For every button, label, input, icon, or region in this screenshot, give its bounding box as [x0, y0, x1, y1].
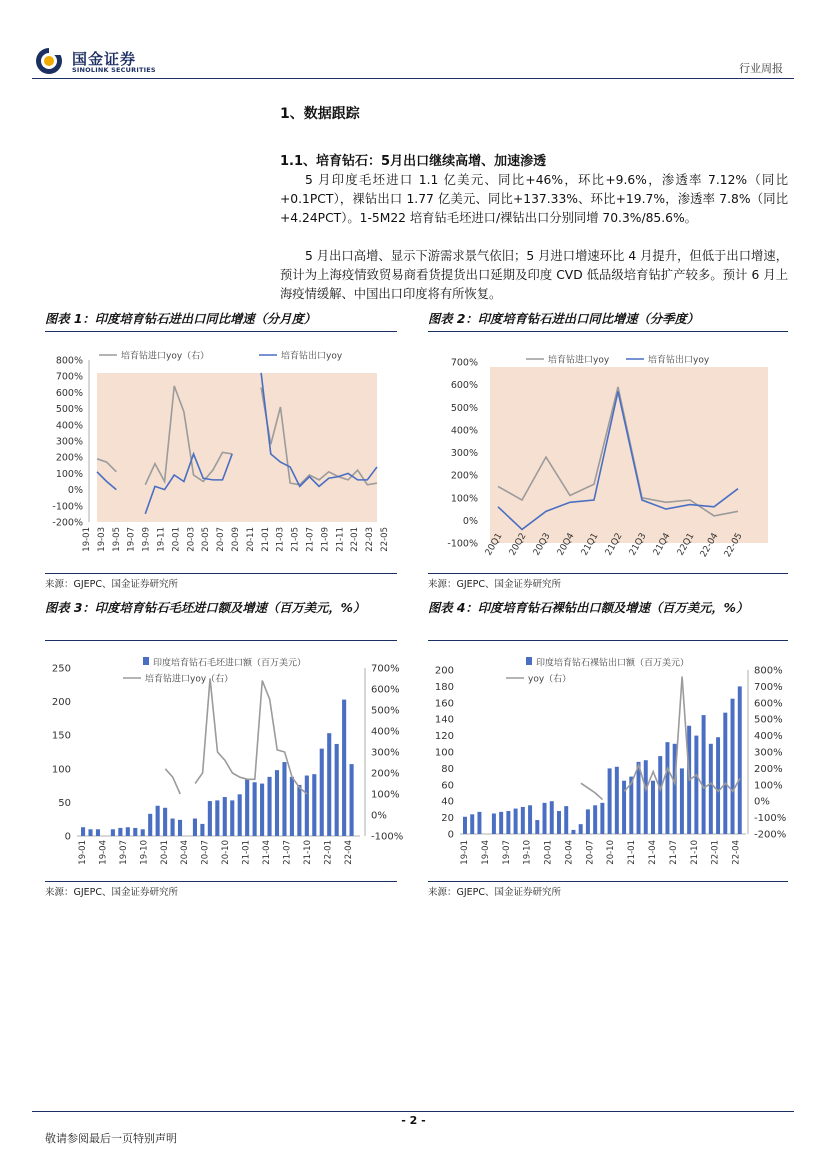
- header-divider: [32, 78, 794, 79]
- y-tick-label: 700%: [55, 371, 83, 383]
- figure-3-chart: [45, 644, 404, 880]
- export-bar: [702, 715, 706, 834]
- import-bar: [156, 806, 160, 836]
- x-tick-label: 19-07: [126, 527, 137, 552]
- x-tick-label: 22-05: [722, 531, 745, 560]
- figure-1-bottom-rule: [45, 573, 397, 574]
- page-number: - 2 -: [401, 1114, 426, 1127]
- y-right-tick-label: 0%: [371, 810, 387, 822]
- export-bar: [637, 762, 641, 834]
- import-bar: [133, 828, 137, 836]
- y-right-tick-label: 200%: [754, 763, 783, 775]
- export-bar: [716, 737, 720, 834]
- legend-yoy-label: 培育钻进口yoy（右）: [145, 674, 234, 685]
- export-bar: [550, 801, 554, 834]
- y-left-tick-label: 160: [434, 698, 454, 710]
- y-right-tick-label: 0%: [754, 796, 770, 808]
- y-tick-label: 0%: [67, 485, 83, 497]
- import-bar: [111, 829, 115, 836]
- figure-3-bottom-rule: [45, 881, 397, 882]
- figure-2-top-rule: [428, 331, 788, 332]
- export-bar: [463, 817, 467, 834]
- figure-1-chart: [45, 335, 397, 572]
- export-bar: [528, 805, 532, 834]
- export-bar: [521, 807, 525, 834]
- legend-bar-swatch: [143, 657, 149, 665]
- y-right-tick-label: 400%: [371, 726, 400, 738]
- x-tick-label: 21Q3: [627, 531, 649, 558]
- import-bar: [118, 828, 122, 836]
- y-right-tick-label: 500%: [371, 705, 400, 717]
- y-left-tick-label: 180: [434, 681, 454, 693]
- y-right-tick-label: 600%: [371, 684, 400, 696]
- y-tick-label: 600%: [450, 380, 478, 392]
- legend-export-label: 培育钻出口yoy: [648, 355, 710, 366]
- y-right-tick-label: 600%: [754, 698, 783, 710]
- y-left-tick-label: 250: [51, 663, 71, 675]
- y-left-tick-label: 100: [51, 764, 71, 776]
- export-bar: [615, 767, 619, 834]
- y-tick-label: 500%: [55, 404, 83, 416]
- export-bar: [579, 824, 583, 834]
- x-tick-label: 22-04: [731, 840, 742, 865]
- export-bar: [694, 736, 698, 834]
- x-tick-label: 22-01: [710, 840, 721, 865]
- x-tick-label: 21-04: [648, 840, 658, 865]
- import-bar: [342, 700, 346, 836]
- import-bar: [305, 776, 309, 836]
- x-tick-label: 21-09: [320, 527, 331, 552]
- y-tick-label: 0%: [462, 515, 478, 527]
- import-bar: [230, 800, 234, 836]
- export-bar: [470, 814, 474, 834]
- y-tick-label: -100%: [52, 501, 83, 513]
- footer-divider: [32, 1111, 794, 1112]
- logo-text-cn: 国金证券: [72, 50, 137, 68]
- import-bar: [88, 829, 92, 836]
- logo-text-en: SINOLINK SECURITIES: [72, 66, 156, 74]
- legend-bar-label: 印度培育钻石毛坯进口额（百万美元）: [153, 658, 307, 669]
- x-tick-label: 21Q4: [651, 531, 673, 558]
- legend-yoy-label: yoy（右）: [528, 674, 572, 685]
- export-bar: [709, 744, 713, 834]
- y-tick-label: -100%: [447, 538, 478, 550]
- y-left-tick-label: 50: [58, 797, 71, 809]
- subsection-title: 1.1、培育钻石：5月出口继续高增、加速渗透: [280, 154, 547, 169]
- x-tick-label: 21-07: [282, 840, 293, 865]
- import-bar: [223, 797, 227, 836]
- x-tick-label: 19-01: [78, 840, 88, 865]
- import-bar: [81, 827, 85, 836]
- x-tick-label: 20-01: [159, 840, 170, 865]
- x-tick-label: 19-04: [98, 840, 109, 865]
- export-bar: [680, 768, 684, 834]
- import-bar: [260, 784, 264, 836]
- import-bar: [267, 777, 271, 836]
- x-tick-label: 22-01: [323, 840, 334, 865]
- export-bar: [514, 809, 518, 834]
- y-tick-label: 200%: [450, 470, 478, 482]
- x-tick-label: 20-10: [606, 840, 617, 865]
- y-right-tick-label: 200%: [371, 768, 400, 780]
- import-bar: [126, 827, 130, 836]
- import-bar: [141, 829, 145, 836]
- x-tick-label: 21-05: [290, 527, 301, 552]
- x-tick-label: 19-07: [501, 840, 512, 865]
- y-left-tick-label: 0: [64, 831, 71, 843]
- figure-4-bottom-rule: [428, 881, 788, 882]
- y-left-tick-label: 0: [447, 829, 454, 841]
- figure-3-title: 图表 3：印度培育钻石毛坯进口额及增速（百万美元，%）: [45, 601, 366, 615]
- y-tick-label: 500%: [450, 402, 478, 414]
- import-bar: [200, 824, 204, 836]
- x-tick-label: 19-07: [118, 840, 129, 865]
- x-tick-label: 21-10: [689, 840, 700, 865]
- import-bar: [327, 733, 331, 836]
- x-tick-label: 22-04: [698, 531, 721, 560]
- x-tick-label: 20Q2: [507, 531, 529, 558]
- export-bar: [600, 803, 604, 834]
- y-left-tick-label: 40: [441, 796, 454, 808]
- figure-4-source: 来源：GJEPC、国金证券研究所: [428, 887, 562, 898]
- logo-emblem-icon: [34, 46, 68, 76]
- paragraph-2: 5 月出口高增、显示下游需求景气依旧；5 月进口增速环比 4 月提升，但低于出口增速，预计为上海疫情致贸易商看货提货出口延期及印度 CVD 低品级培育钻扩产较多。预计 6 月上海疫情缓解、中国出口印度将有所恢复。: [280, 249, 788, 301]
- x-tick-label: 20-11: [245, 527, 256, 552]
- x-tick-label: 19-01: [460, 840, 470, 865]
- x-tick-label: 21-07: [668, 840, 679, 865]
- y-right-tick-label: -100%: [754, 813, 787, 825]
- y-right-tick-label: 100%: [754, 780, 783, 792]
- export-bar: [651, 781, 655, 834]
- export-bar: [658, 756, 662, 834]
- y-right-tick-label: -200%: [754, 829, 787, 841]
- disclaimer: 敬请参阅最后一页特别声明: [45, 1132, 177, 1145]
- y-tick-label: 300%: [450, 448, 478, 459]
- series-export-yoy-line-seg-0: [581, 783, 603, 799]
- import-bar: [245, 779, 249, 836]
- x-tick-label: 21Q2: [603, 531, 625, 558]
- y-left-tick-label: 200: [51, 697, 71, 709]
- y-left-tick-label: 60: [441, 780, 454, 792]
- series-import-yoy-line-seg-0: [165, 769, 180, 794]
- import-bar: [290, 777, 294, 836]
- y-tick-label: 300%: [55, 436, 83, 448]
- figure-2-title: 图表 2：印度培育钻石进出口同比增速（分季度）: [428, 312, 700, 326]
- y-tick-label: 600%: [55, 387, 83, 399]
- import-bar: [215, 800, 219, 836]
- y-tick-label: -200%: [52, 517, 83, 529]
- y-left-tick-label: 140: [434, 714, 454, 726]
- import-bar: [238, 794, 242, 836]
- import-bar: [96, 829, 100, 836]
- y-right-tick-label: 800%: [754, 665, 783, 677]
- figure-1-top-rule: [45, 331, 397, 332]
- figure-2-bottom-rule: [428, 573, 788, 574]
- export-bar: [571, 830, 575, 834]
- export-bar: [586, 809, 590, 834]
- y-right-tick-label: 700%: [754, 681, 783, 693]
- x-tick-label: 21-11: [335, 527, 346, 552]
- x-tick-label: 21-07: [305, 527, 316, 552]
- import-bar: [178, 820, 182, 836]
- export-bar: [499, 812, 503, 834]
- import-bar: [275, 770, 279, 836]
- x-tick-label: 20Q1: [483, 531, 505, 558]
- x-tick-label: 20-04: [564, 840, 575, 865]
- x-tick-label: 20-07: [216, 527, 227, 552]
- import-bar: [171, 819, 175, 836]
- y-left-tick-label: 120: [434, 731, 454, 743]
- y-tick-label: 400%: [55, 420, 83, 432]
- figure-3-top-rule: [45, 640, 397, 641]
- import-bar: [163, 808, 167, 836]
- legend-export-label: 培育钻出口yoy: [281, 351, 343, 362]
- y-tick-label: 700%: [450, 357, 478, 369]
- x-tick-label: 19-10: [139, 840, 150, 865]
- y-left-tick-label: 200: [434, 665, 454, 677]
- x-tick-label: 20-07: [200, 840, 211, 865]
- plot-area: [490, 367, 768, 543]
- x-tick-label: 21-03: [275, 527, 286, 552]
- figure-4-title: 图表 4：印度培育钻石裸钻出口额及增速（百万美元，%）: [428, 601, 749, 615]
- export-bar: [723, 713, 727, 834]
- company-logo: [34, 46, 68, 76]
- x-tick-label: 20-01: [543, 840, 554, 865]
- y-right-tick-label: 400%: [754, 731, 783, 743]
- x-tick-label: 20-07: [585, 840, 596, 865]
- x-tick-label: 19-05: [111, 527, 122, 552]
- import-bar: [148, 814, 152, 836]
- export-bar: [506, 811, 510, 834]
- export-bar: [535, 820, 539, 834]
- x-tick-label: 20-05: [201, 527, 212, 552]
- x-tick-label: 21-01: [627, 840, 638, 865]
- x-tick-label: 20-04: [180, 840, 191, 865]
- export-bar: [665, 742, 669, 834]
- y-left-tick-label: 20: [441, 813, 454, 825]
- y-left-tick-label: 150: [51, 730, 71, 742]
- y-right-tick-label: 100%: [371, 789, 400, 801]
- legend-import-label: 培育钻进口yoy（右）: [121, 351, 210, 362]
- figure-1-title: 图表 1：印度培育钻石进出口同比增速（分月度）: [45, 312, 317, 326]
- x-tick-label: 21-01: [260, 527, 271, 552]
- x-tick-label: 22Q1: [675, 531, 697, 558]
- import-bar: [297, 785, 301, 836]
- x-tick-label: 19-09: [141, 527, 152, 552]
- x-tick-label: 19-04: [480, 840, 491, 865]
- figure-3-source: 来源：GJEPC、国金证券研究所: [45, 887, 179, 898]
- import-bar: [282, 762, 286, 836]
- section-title: 1、数据跟踪: [280, 106, 360, 122]
- y-tick-label: 400%: [450, 425, 478, 437]
- y-tick-label: 800%: [55, 355, 83, 367]
- x-tick-label: 20-10: [221, 840, 232, 865]
- x-tick-label: 19-03: [96, 527, 107, 552]
- export-bar: [644, 760, 648, 834]
- x-tick-label: 21Q1: [579, 531, 601, 558]
- x-tick-label: 21-10: [302, 840, 313, 865]
- x-tick-label: 20-01: [171, 527, 182, 552]
- legend-bar-swatch: [526, 657, 532, 665]
- y-right-tick-label: 300%: [371, 747, 400, 759]
- y-tick-label: 100%: [55, 468, 83, 480]
- x-tick-label: 20Q4: [555, 531, 577, 558]
- export-bar: [477, 812, 481, 834]
- x-tick-label: 21-04: [262, 840, 272, 865]
- plot-area: [97, 373, 377, 522]
- figure-4-chart: [428, 644, 788, 880]
- y-right-tick-label: 500%: [754, 714, 783, 726]
- import-bar: [350, 764, 354, 836]
- export-bar: [543, 803, 547, 834]
- export-bar: [593, 805, 597, 834]
- import-bar: [193, 819, 197, 836]
- export-bar: [731, 699, 735, 834]
- x-tick-label: 22-03: [365, 527, 376, 552]
- series-import-yoy-line-seg-1: [195, 679, 307, 795]
- figure-4-top-rule: [428, 640, 788, 641]
- x-tick-label: 20-03: [186, 527, 197, 552]
- report-type: 行业周报: [739, 62, 783, 75]
- y-tick-label: 200%: [55, 452, 83, 464]
- import-bar: [320, 749, 324, 836]
- export-bar: [608, 768, 612, 834]
- x-tick-label: 19-10: [522, 840, 533, 865]
- paragraph-1: 5 月印度毛坯进口 1.1 亿美元、同比+46%，环比+9.6%，渗透率 7.12%（同比+0.1PCT），裸钻出口 1.77 亿美元、同比+137.33%、环比+19.7%，渗透率 7.8%（同比+4.24PCT）。1-5M22 培育钻毛坯进口/裸钻出口分别同增 70.3%/85.6%。: [280, 173, 788, 225]
- export-bar: [492, 814, 496, 835]
- export-bar: [564, 806, 568, 834]
- export-bar: [738, 686, 742, 834]
- x-tick-label: 19-01: [82, 527, 92, 552]
- x-tick-label: 22-04: [343, 840, 354, 865]
- figure-1-source: 来源：GJEPC、国金证券研究所: [45, 579, 179, 590]
- export-bar: [622, 781, 626, 834]
- export-bar: [557, 811, 561, 834]
- legend-import-label: 培育钻进口yoy: [548, 355, 610, 366]
- y-tick-label: 100%: [450, 493, 478, 505]
- legend-bar-label: 印度培育钻石裸钻出口额（百万美元）: [536, 658, 690, 669]
- y-left-tick-label: 100: [434, 747, 454, 759]
- import-bar: [208, 801, 212, 836]
- x-tick-label: 20-09: [231, 527, 241, 552]
- y-left-tick-label: 80: [441, 763, 454, 775]
- x-tick-label: 21-01: [241, 840, 252, 865]
- x-tick-label: 19-11: [156, 527, 167, 552]
- y-right-tick-label: 700%: [371, 663, 400, 675]
- y-right-tick-label: 300%: [754, 747, 783, 759]
- figure-2-source: 来源：GJEPC、国金证券研究所: [428, 579, 562, 590]
- x-tick-label: 22-01: [350, 527, 361, 552]
- import-bar: [253, 782, 257, 836]
- import-bar: [312, 774, 316, 836]
- import-bar: [335, 744, 339, 836]
- x-tick-label: 22-05: [380, 527, 390, 552]
- y-right-tick-label: -100%: [371, 831, 404, 843]
- figure-2-chart: [428, 335, 788, 572]
- x-tick-label: 20Q3: [531, 531, 553, 558]
